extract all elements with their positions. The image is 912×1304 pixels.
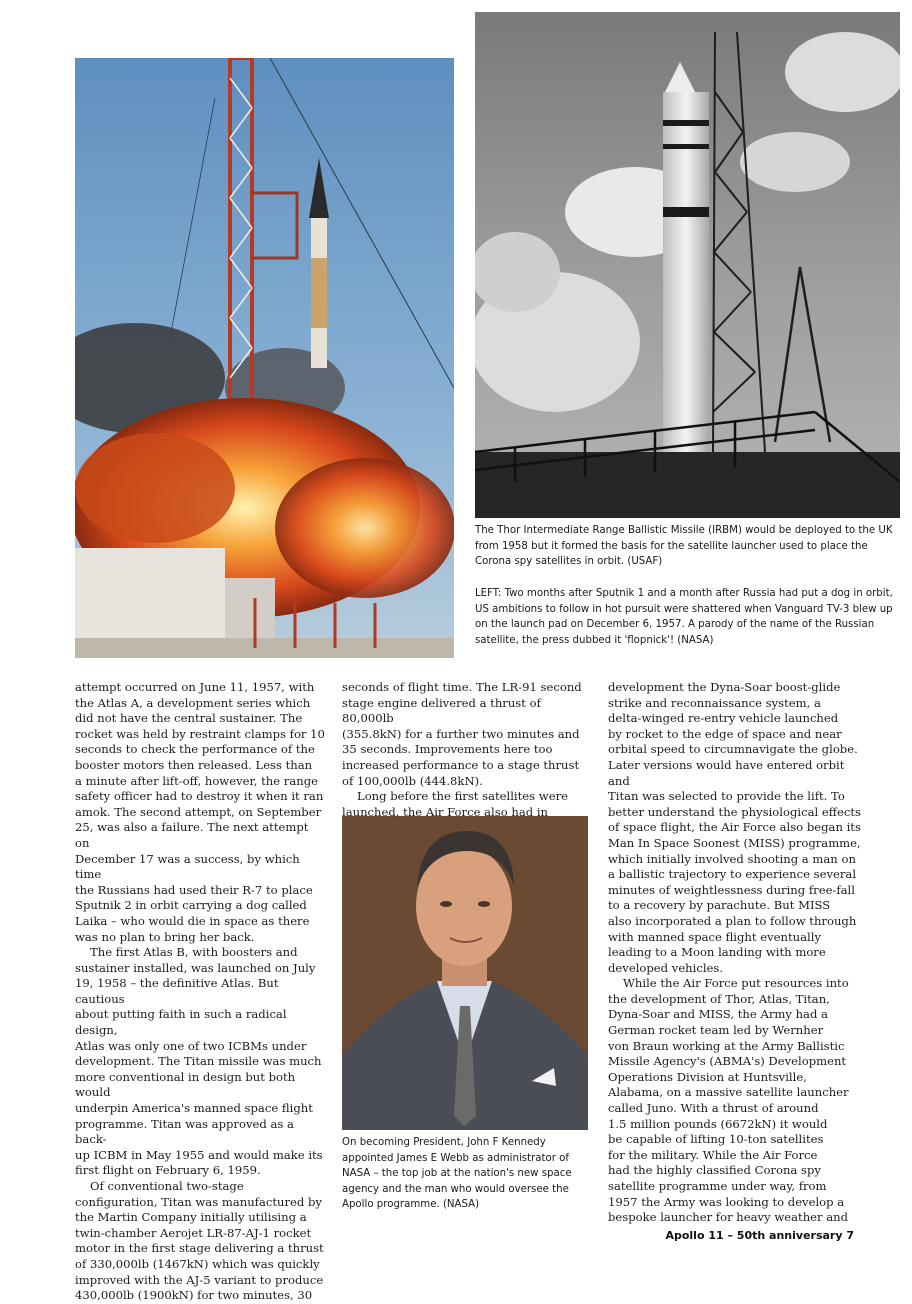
page-footer: Apollo 11 – 50th anniversary 7 [665,1229,854,1242]
photo-thor-irbm [475,12,900,518]
body-paragraph: While the Air Force put resources into the development of Thor, Atlas, Titan, Dyna-Soar and MISS, the Army had a German rocket team led by Wernher von Braun working at the Army Ballistic Missile Agency's (ABMA's) Development Operations Division at Huntsville, Alabama, on a massive satellite launcher called Juno. With a thrust of around 1.5 million pounds (6672kN) it would be capable of lifting 10-ton satellites for the military. While the Air Force had the highly classified Corona spy satellite programme under way, from 1957 the Army was looking to develop a bespoke launcher for heavy weather and [608,976,849,1225]
caption-thor: The Thor Intermediate Range Ballistic Missile (IRBM) would be deployed to the UK from 1958 but it formed the basis for the satellite launcher used to place the Corona spy satellites in orbit. (USAF) [475,525,893,568]
body-paragraph: Of conventional two-stage configuration, Titan was manufactured by the Martin Company initially utilising a twin-chamber Aerojet LR-87-AJ-1 rocket motor in the first stage delivering a thrust of 330,000lb (1467kN) which was quickly improved with the AJ-5 variant to produce 430,000lb (1900kN) for two minutes, 30 [75,1179,324,1303]
body-column-2 [342,680,590,820]
body-paragraph: development the Dyna-Soar boost-glide strike and reconnaissance system, a delta-winged re-entry vehicle launched by rocket to the edge of space and near orbital speed to circumnavigate the globe. Later versions would have entered orbit and Titan was selected to provide the lift. To better understand the physiological effects of space flight, the Air Force also began its Man In Space Soonest (MISS) programme, which initially involved shooting a man on a ballistic trajectory to experience several minutes of weightlessness during free-fall to a recovery by parachute. But MISS also incorporated a plan to follow through with manned space flight eventually leading to a Moon landing with more developed vehicles. [608,680,861,975]
body-column-3 [608,680,864,1226]
thor-irbm-illustration [475,12,900,518]
vanguard-explosion-illustration [75,58,454,658]
body-paragraph: Long before the first satellites were launched, the Air Force also had in [342,789,568,819]
body-paragraph: The first Atlas B, with boosters and sustainer installed, was launched on July 19, 1958 – the definitive Atlas. But cautious about putting faith in such a radical design, Atlas was only one of two ICBMs under development. The Titan missile was much more conventional in design but both would underpin America's manned space flight programme. Titan was approved as a back- up ICBM in May 1955 and would make its first flight on February 6, 1959. [75,945,323,1178]
caption-webb: On becoming President, John F Kennedy appointed James E Webb as administrator of NASA – the top job at the nation's new space agency and the man who would oversee the Apollo programme. (NASA) [342,1137,572,1211]
photo-james-webb [342,816,588,1130]
photo-vanguard-explosion [75,58,454,658]
body-paragraph: attempt occurred on June 11, 1957, with the Atlas A, a development series which did not have the central sustainer. The rocket was held by restraint clamps for 10 seconds to check the performance of the booster motors then released. Less than a minute after lift-off, however, the range safety officer had to destroy it when it ran amok. The second attempt, on September 25, was also a failure. The next attempt on December 17 was a success, by which time the Russians had used their R-7 to place Sputnik 2 in orbit carrying a dog called Laika – who would die in space as there was no plan to bring her back. [75,680,325,944]
body-paragraph: seconds of flight time. The LR-91 second stage engine delivered a thrust of 80,000lb (355.8kN) for a further two minutes and 35 seconds. Improvements here too increased performance to a stage thrust of 100,000lb (444.8kN). [342,680,582,788]
james-webb-portrait-illustration [342,816,588,1130]
body-column-1 [75,680,325,1304]
caption-vanguard: LEFT: Two months after Sputnik 1 and a month after Russia had put a dog in orbit, US ambitions to follow in hot pursuit were shattered when Vanguard TV-3 blew up on the launch pad on December 6, 1957. A parody of the name of the Russian satellite, the press dubbed it 'flopnick'! (NASA) [475,588,893,646]
